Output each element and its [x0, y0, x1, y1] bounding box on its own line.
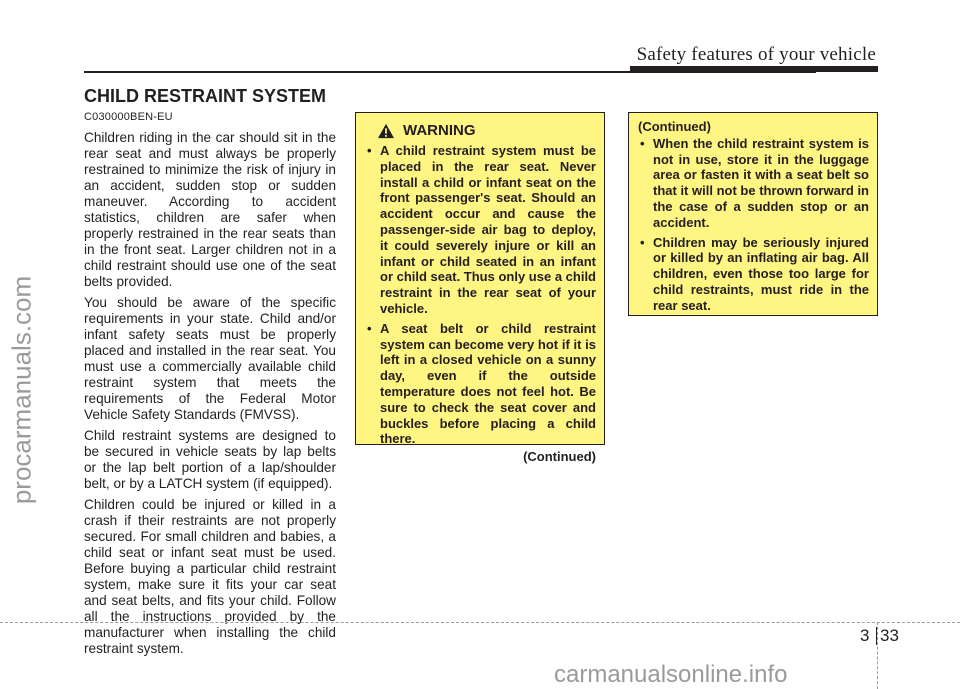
body-paragraph-1: Children riding in the car should sit in the rear seat and must always be properly restrained to minimize the risk of injury in an accident, sudden stop or sudden maneuver. According to accident statistics, children are safer when properly restrained in the rear seats than in the front seat. Larger children not in a child restraint should use one of the seat belts provided.	[84, 130, 336, 289]
section-code: C030000BEN-EU	[84, 111, 173, 123]
warning-continued-label: (Continued)	[523, 449, 596, 465]
warning-header	[377, 123, 596, 139]
warning-triangle-icon	[377, 123, 395, 139]
warning-item-2: • A seat belt or child restraint system can become very hot if it is left in a closed vehicle on a sunny day, even if the outside temperature does not feel hot. Be sure to check the seat cover and buckles before placing a child there.	[365, 321, 596, 447]
bottom-watermark: carmanualsonline.info	[554, 661, 788, 688]
body-paragraph-2: You should be aware of the specific requirements in your state. Child and/or infant safety seats must be properly placed and installed in the rear seat. You must use a commercially available child restraint system that meets the requirements of the Federal Motor Vehicle Safety Standards (FMVSS).	[84, 295, 336, 422]
warning-list	[365, 143, 596, 447]
continued-item-2: • Children may be seriously injured or killed by an inflating air bag. All children, even those too large for child restraints, must ride in the rear seat.	[638, 235, 869, 314]
continued-box	[628, 112, 878, 316]
header-title: Safety features of your vehicle	[636, 44, 876, 65]
warning-title: WARNING	[403, 122, 476, 140]
body-paragraph-3: Child restraint systems are designed to be secured in vehicle seats by lap belts or the lap belt portion of a lap/shoulder belt, or by a LATCH system (if equipped).	[84, 428, 336, 491]
page-number-divider	[876, 627, 877, 645]
continued-item-1: • When the child restraint system is not in use, store it in the luggage area or fasten it with a seat belt so that it will not be thrown forward in the case of a sudden stop or an accident.	[638, 136, 869, 231]
side-watermark	[2, 0, 42, 689]
section-title: CHILD RESTRAINT SYSTEM	[84, 86, 327, 106]
page-number: 33	[880, 626, 899, 645]
continued-heading: (Continued)	[638, 119, 711, 134]
continued-list	[638, 136, 869, 314]
body-column	[84, 109, 336, 662]
warning-item-1: • A child restraint system must be placed in the rear seat. Never install a child or infant seat on the front passenger's seat. Should an accident occur and cause the passenger-side air bag to deploy, it could severely injure or kill an infant or child seated in an infant or child seat. Thus only use a child restraint in the rear seat of your vehicle.	[365, 143, 596, 317]
body-paragraph-4: Children could be injured or killed in a crash if their restraints are not properly secured. For small children and babies, a child seat or infant seat must be used. Before buying a particular child restraint system, make sure it fits your car seat and seat belts, and fits your child. Follow all the instructions provided by the manufacturer when installing the child restraint system.	[84, 497, 336, 656]
chapter-number: 3	[860, 626, 870, 645]
warning-box	[355, 112, 605, 465]
header-bar	[630, 66, 878, 72]
footer-tick	[877, 622, 878, 689]
footer-rule	[0, 622, 960, 623]
side-watermark-text: procarmanuals.com	[6, 275, 37, 505]
